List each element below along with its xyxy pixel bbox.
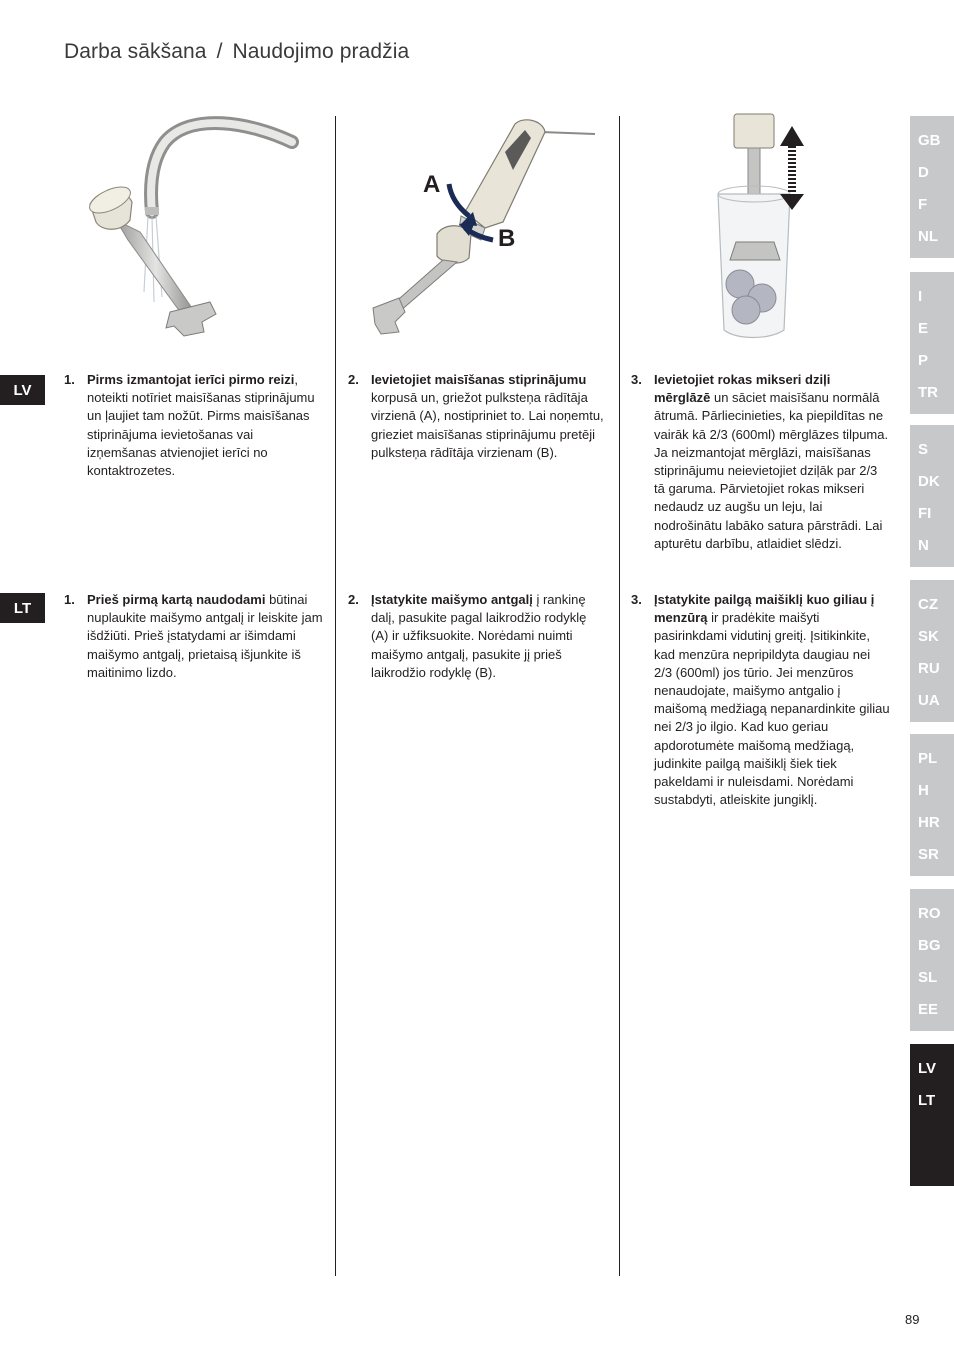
- step-text: ir pradėkite maišyti pasirinkdami vidutinį greitį. Įsitikinkite, kad menzūra nepripildyta daugiau nei 2/3 (600ml) jos tūrio. Jei menzūros nenaudojate, maišymo antgalio į maišomą medžiagą nepanardinkite giliau nei 2/3 jo ilgio. Kad kuo geriau apdorotumėte maišomą medžiagą, judinkite pailgą maišiklį šiek tiek pakeldami ir nuleisdami. Norėdami sustabdyti, atleiskite jungiklį.: [654, 610, 890, 808]
- rinse-attachment-illustration: [70, 112, 310, 348]
- lv-step-1: [64, 371, 323, 480]
- title-separator: /: [216, 40, 223, 63]
- step-text: būtinai nuplaukite maišymo antgalį ir leiskite jam išdžiūti. Prieš įstatydami ar išimdami maišymo antgalį, prietaisą išjunkite iš maitinimo lizdo.: [87, 592, 323, 680]
- language-tab[interactable]: RO: [918, 904, 941, 922]
- language-tab-group[interactable]: [910, 116, 954, 258]
- language-tab-group[interactable]: [910, 425, 954, 567]
- step-heading: Ievietojiet maisīšanas stiprinājumu: [371, 372, 587, 387]
- lv-step-3: [631, 371, 890, 553]
- lv-step-2: [348, 371, 607, 462]
- title-lv: Darba sākšana: [64, 40, 207, 63]
- step-text: un sāciet maisīšanu normālā ātrumā. Pārliecinieties, ka piepildītas ne vairāk kā 2/3 (600ml) mērglāzes tilpuma. Ja neizmantojat mērglāzi, maisīšanas stiprinājumu neievietojiet dziļāk par 2/3 tā garuma. Pārvietojiet rokas mikseri nedaudz uz augšu un leju, lai nodrošinātu labāko satura pārstrādi. Lai apturētu darbību, atlaidiet slēdzi.: [654, 390, 889, 551]
- language-tab[interactable]: D: [918, 163, 929, 181]
- lt-step-1: [64, 591, 323, 682]
- step-number: 1.: [64, 372, 75, 387]
- title-lt: Naudojimo pradžia: [232, 40, 410, 63]
- step-heading: Įstatykite maišymo antgalį: [371, 592, 533, 607]
- step-number: 1.: [64, 592, 75, 607]
- language-tab[interactable]: UA: [918, 691, 940, 709]
- column-divider: [619, 116, 620, 1276]
- step-number: 2.: [348, 592, 359, 607]
- language-tab[interactable]: H: [918, 781, 929, 799]
- lang-tag-lt: LT: [0, 593, 45, 623]
- language-tab[interactable]: BG: [918, 936, 941, 954]
- language-tab[interactable]: E: [918, 319, 929, 337]
- step-number: 2.: [348, 372, 359, 387]
- language-tab[interactable]: NL: [918, 227, 938, 245]
- step-heading: Prieš pirmą kartą naudodami: [87, 592, 266, 607]
- page-title: [64, 40, 409, 64]
- step-heading: Įstatykite pailgą maišiklį kuo giliau į menzūrą: [654, 592, 875, 626]
- language-tab[interactable]: SR: [918, 845, 939, 863]
- language-tab[interactable]: PL: [918, 749, 938, 767]
- lt-step-2: [348, 591, 607, 682]
- language-tab[interactable]: GB: [918, 131, 941, 149]
- language-tab-group[interactable]: [910, 734, 954, 876]
- lang-tag-lv: LV: [0, 375, 45, 405]
- lt-step-3: [631, 591, 890, 809]
- language-tab-group-active[interactable]: [910, 1044, 954, 1186]
- language-tab[interactable]: S: [918, 440, 929, 458]
- step-number: 3.: [631, 372, 642, 387]
- step-number: 3.: [631, 592, 642, 607]
- step-text: , noteikti notīriet maisīšanas stiprinājumu un ļaujiet tam nožūt. Pirms maisīšanas stiprinājuma ievietošanas vai izņemšanas atvienojiet ierīci no kontaktrozetes.: [87, 372, 315, 479]
- language-tab[interactable]: SK: [918, 627, 939, 645]
- language-tab[interactable]: FI: [918, 504, 932, 522]
- column-divider: [335, 116, 336, 1276]
- language-tab-group[interactable]: [910, 580, 954, 722]
- step-heading: Pirms izmantojat ierīci pirmo reizi: [87, 372, 295, 387]
- language-tab[interactable]: F: [918, 195, 928, 213]
- language-tab[interactable]: DK: [918, 472, 940, 490]
- language-tab[interactable]: LT: [918, 1091, 936, 1109]
- language-tab[interactable]: I: [918, 287, 923, 305]
- label-a: A: [423, 171, 441, 198]
- language-tab[interactable]: RU: [918, 659, 940, 677]
- language-tab[interactable]: P: [918, 351, 929, 369]
- language-tab-group[interactable]: [910, 272, 954, 414]
- language-tab[interactable]: LV: [918, 1059, 937, 1077]
- step-heading: Ievietojiet rokas mikseri dziļi mērglāzē: [654, 372, 831, 406]
- attach-attachment-illustration: [365, 112, 605, 348]
- step-text: į rankinę dalį, pasukite pagal laikrodžio rodyklę (A) ir užfiksuokite. Norėdami nuimti maišymo antgalį, pasukite jį prieš laikrodžio rodyklę (B).: [371, 592, 587, 680]
- language-tab[interactable]: HR: [918, 813, 940, 831]
- language-tab[interactable]: SL: [918, 968, 938, 986]
- language-tab[interactable]: TR: [918, 383, 938, 401]
- page-number: 89: [905, 1312, 920, 1327]
- label-b: B: [498, 225, 516, 252]
- language-tab-group[interactable]: [910, 889, 954, 1031]
- language-tab[interactable]: N: [918, 536, 929, 554]
- blend-in-beaker-illustration: [700, 112, 820, 348]
- language-tab[interactable]: EE: [918, 1000, 939, 1018]
- step-text: korpusā un, griežot pulksteņa rādītāja virzienā (A), nostipriniet to. Lai noņemtu, grieziet maisīšanas stiprinājumu pretēji pulksteņa rādītāja virzienam (B).: [371, 390, 604, 460]
- language-tab[interactable]: CZ: [918, 595, 938, 613]
